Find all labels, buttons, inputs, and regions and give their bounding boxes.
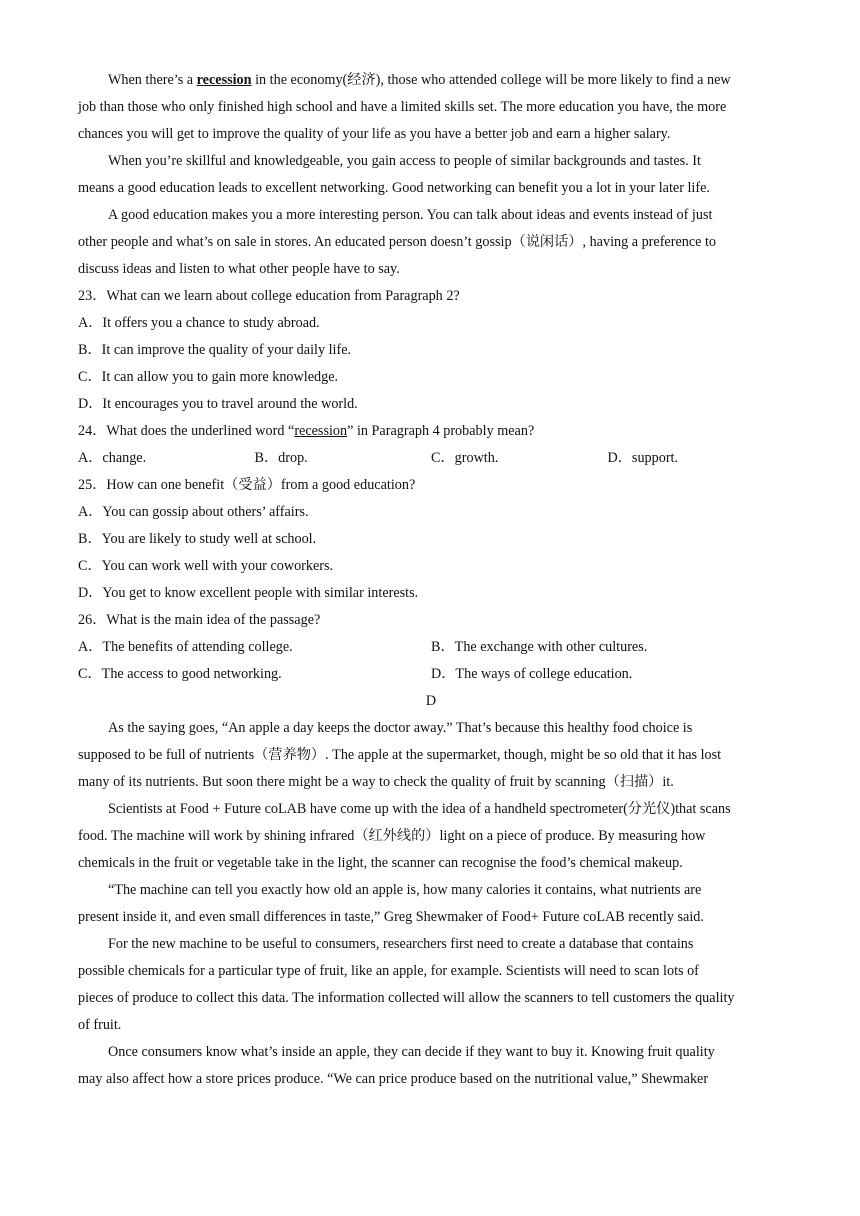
underlined-keyword: recession bbox=[196, 72, 252, 88]
paragraph-line: A good education makes you a more interesting person. You can talk about ideas and events instead of just bbox=[108, 207, 713, 223]
paragraph-line: other people and what’s on sale in stores. An educated person doesn’t gossip（说闲话）, having a preference to bbox=[78, 234, 717, 250]
answer-option: B．drop. bbox=[254, 450, 308, 466]
underlined-word: recession bbox=[294, 423, 348, 439]
answer-option: A．It offers you a chance to study abroad. bbox=[78, 315, 320, 331]
paragraph-line: means a good education leads to excellent networking. Good networking can benefit you a lot in your later life. bbox=[78, 180, 710, 196]
answer-options-row bbox=[78, 445, 784, 472]
answer-option: D．The ways of college education. bbox=[431, 666, 633, 682]
answer-option: D．You get to know excellent people with similar interests. bbox=[78, 585, 419, 601]
answer-option: B．You are likely to study well at school. bbox=[78, 531, 317, 547]
paragraph-line: pieces of produce to collect this data. The information collected will allow the scanners to tell customers the quality bbox=[78, 990, 735, 1006]
answer-option: B．The exchange with other cultures. bbox=[431, 639, 648, 655]
answer-options-row bbox=[78, 634, 784, 661]
paragraph-line: As the saying goes, “An apple a day keeps the doctor away.” That’s because this healthy food choice is bbox=[108, 720, 693, 736]
answer-option: D．It encourages you to travel around the world. bbox=[78, 396, 358, 412]
answer-option: C．You can work well with your coworkers. bbox=[78, 558, 334, 574]
paragraph-line: supposed to be full of nutrients（营养物）. The apple at the supermarket, though, might be so old that it has lost bbox=[78, 747, 722, 763]
text-span: in the economy(经济), those who attended college will be more likely to find a new bbox=[251, 72, 731, 88]
paragraph-line: Once consumers know what’s inside an apple, they can decide if they want to buy it. Knowing fruit quality bbox=[108, 1044, 715, 1060]
paragraph-line: food. The machine will work by shining infrared（红外线的）light on a piece of produce. By measuring how bbox=[78, 828, 706, 844]
paragraph-line: When you’re skillful and knowledgeable, you gain access to people of similar backgrounds and tastes. It bbox=[108, 153, 701, 169]
paragraph-line: possible chemicals for a particular type of fruit, like an apple, for example. Scientists will need to scan lots of bbox=[78, 963, 699, 979]
paragraph-line: may also affect how a store prices produce. “We can price produce based on the nutritional value,” Shewmaker bbox=[78, 1071, 709, 1087]
section-heading: D bbox=[425, 693, 437, 709]
paragraph-line: present inside it, and even small differences in taste,” Greg Shewmaker of Food+ Future coLAB recently said. bbox=[78, 909, 704, 925]
answer-option: D．support. bbox=[607, 450, 679, 466]
answer-option: A．You can gossip about others’ affairs. bbox=[78, 504, 309, 520]
paragraph-line: discuss ideas and listen to what other people have to say. bbox=[78, 261, 400, 277]
paragraph-line: chemicals in the fruit or vegetable take in the light, the scanner can recognise the food’s chemical makeup. bbox=[78, 855, 683, 871]
answer-option: A．The benefits of attending college. bbox=[78, 639, 293, 655]
answer-options-row bbox=[78, 661, 784, 688]
paragraph-line: of fruit. bbox=[78, 1017, 122, 1033]
paragraph-line: job than those who only finished high school and have a limited skills set. The more education you have, the more bbox=[78, 99, 727, 115]
answer-option: A．change. bbox=[78, 450, 147, 466]
paragraph-line: “The machine can tell you exactly how old an apple is, how many calories it contains, what nutrients are bbox=[108, 882, 702, 898]
answer-option: C．The access to good networking. bbox=[78, 666, 282, 682]
paragraph-line: many of its nutrients. But soon there might be a way to check the quality of fruit by scanning（扫描）it. bbox=[78, 774, 674, 790]
question-stem bbox=[78, 418, 784, 445]
question-stem: 25．How can one benefit（受益）from a good education? bbox=[78, 477, 416, 493]
question-stem: 26．What is the main idea of the passage? bbox=[78, 612, 321, 628]
text-span: When there’s a bbox=[108, 72, 197, 88]
text-span: 24．What does the underlined word “ bbox=[78, 423, 295, 439]
answer-option: B．It can improve the quality of your daily life. bbox=[78, 342, 352, 358]
answer-option: C．It can allow you to gain more knowledge. bbox=[78, 369, 339, 385]
question-stem: 23．What can we learn about college education from Paragraph 2? bbox=[78, 288, 460, 304]
paragraph-line bbox=[78, 67, 784, 94]
paragraph-line: chances you will get to improve the quality of your life as you have a better job and earn a higher salary. bbox=[78, 126, 671, 142]
answer-option: C．growth. bbox=[431, 450, 499, 466]
paragraph-line: Scientists at Food + Future coLAB have come up with the idea of a handheld spectrometer(分光仪)that scans bbox=[108, 801, 731, 817]
text-span: ” in Paragraph 4 probably mean? bbox=[347, 423, 535, 439]
paragraph-line: For the new machine to be useful to consumers, researchers first need to create a database that contains bbox=[108, 936, 694, 952]
